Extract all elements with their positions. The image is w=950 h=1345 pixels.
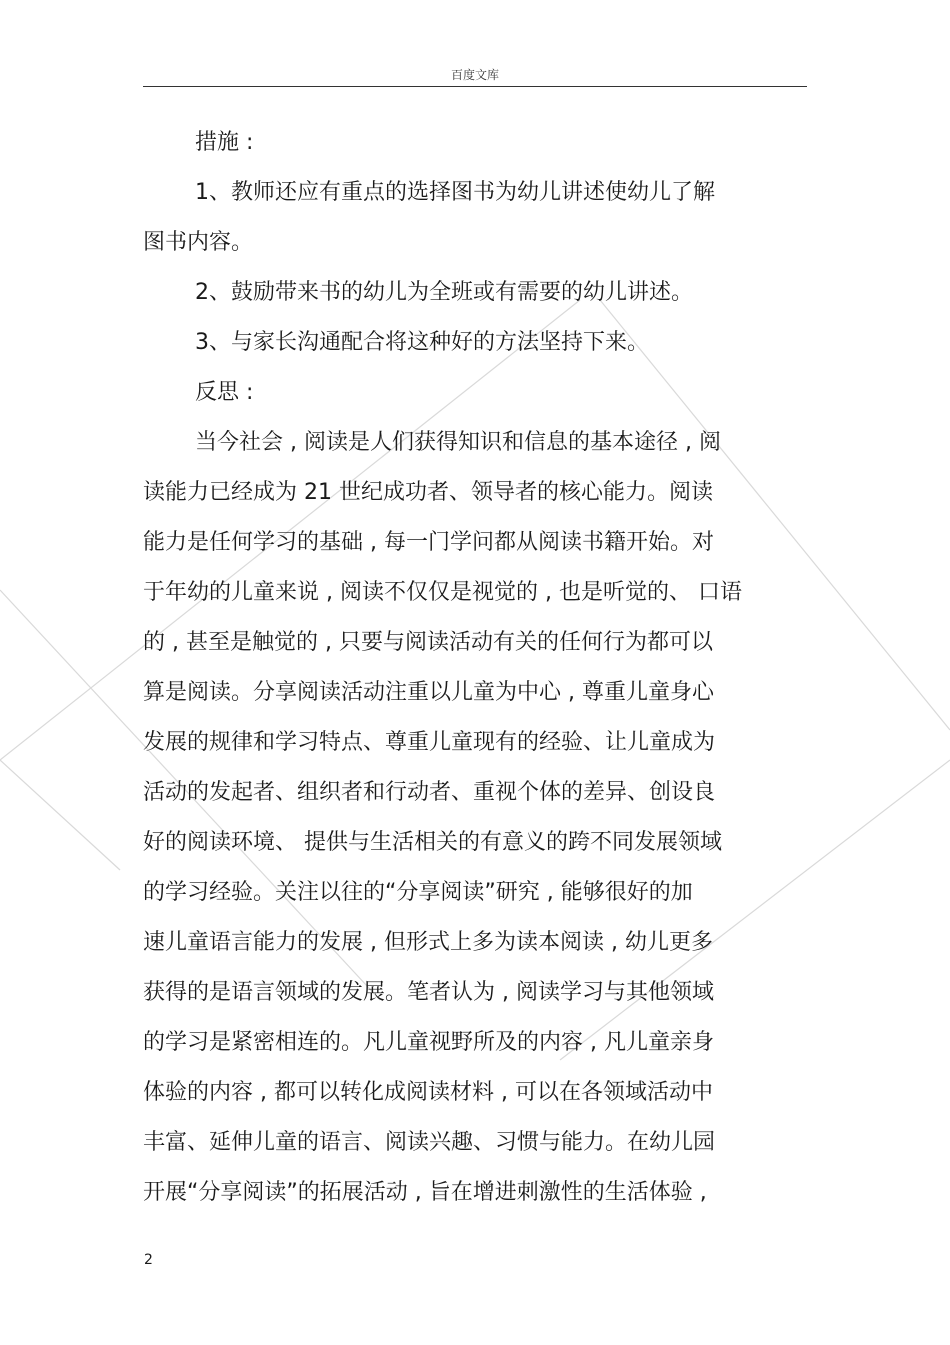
document-body bbox=[143, 122, 807, 1222]
text-line: 获得的是语言领域的发展。笔者认为 , 阅读学习与其他领域 bbox=[143, 980, 714, 1005]
text-line: 于年幼的儿童来说 , 阅读不仅仅是视觉的 , 也是听觉的、 口语 bbox=[143, 580, 742, 605]
text-line: 当今社会 , 阅读是人们获得知识和信息的基本途径 , 阅 bbox=[195, 430, 721, 455]
page-number: 2 bbox=[144, 1252, 153, 1268]
text-line: 活动的发起者、组织者和行动者、重视个体的差异、创设良 bbox=[143, 780, 716, 805]
text-line: 开展“分享阅读”的拓展活动 , 旨在增进刺激性的生活体验 , bbox=[143, 1180, 707, 1205]
text-line: 1、教师还应有重点的选择图书为幼儿讲述使幼儿了解 bbox=[195, 180, 715, 205]
text-line: 2、鼓励带来书的幼儿为全班或有需要的幼儿讲述。 bbox=[195, 280, 693, 305]
text-line: 体验的内容 , 都可以转化成阅读材料 , 可以在各领域活动中 bbox=[143, 1080, 713, 1105]
text-line: 算是阅读。分享阅读活动注重以儿童为中心 , 尊重儿童身心 bbox=[143, 680, 714, 705]
page-header: 百度文库 bbox=[450, 68, 499, 82]
text-line: 措施 : bbox=[195, 130, 254, 155]
header-rule bbox=[143, 86, 807, 87]
text-line: 速儿童语言能力的发展 , 但形式上多为读本阅读 , 幼儿更多 bbox=[143, 930, 713, 955]
text-line: 读能力已经成为 21 世纪成功者、领导者的核心能力。阅读 bbox=[143, 480, 713, 505]
text-line: 能力是任何学习的基础 , 每一门学问都从阅读书籍开始。对 bbox=[143, 530, 714, 555]
text-line: 好的阅读环境、 提供与生活相关的有意义的跨不同发展领域 bbox=[143, 830, 722, 855]
text-line: 3、与家长沟通配合将这种好的方法坚持下来。 bbox=[195, 330, 649, 355]
text-line: 图书内容。 bbox=[143, 230, 254, 255]
text-line: 反思 : bbox=[195, 380, 254, 405]
text-line: 丰富、延伸儿童的语言、阅读兴趣、习惯与能力。在幼儿园 bbox=[143, 1130, 716, 1155]
text-line: 发展的规律和学习特点、尊重儿童现有的经验、让儿童成为 bbox=[143, 730, 716, 755]
text-line: 的 , 甚至是触觉的 , 只要与阅读活动有关的任何行为都可以 bbox=[143, 630, 713, 655]
text-line: 的学习经验。关注以往的“分享阅读”研究 , 能够很好的加 bbox=[143, 880, 693, 905]
text-line: 的学习是紧密相连的。凡儿童视野所及的内容 , 凡儿童亲身 bbox=[143, 1030, 714, 1055]
